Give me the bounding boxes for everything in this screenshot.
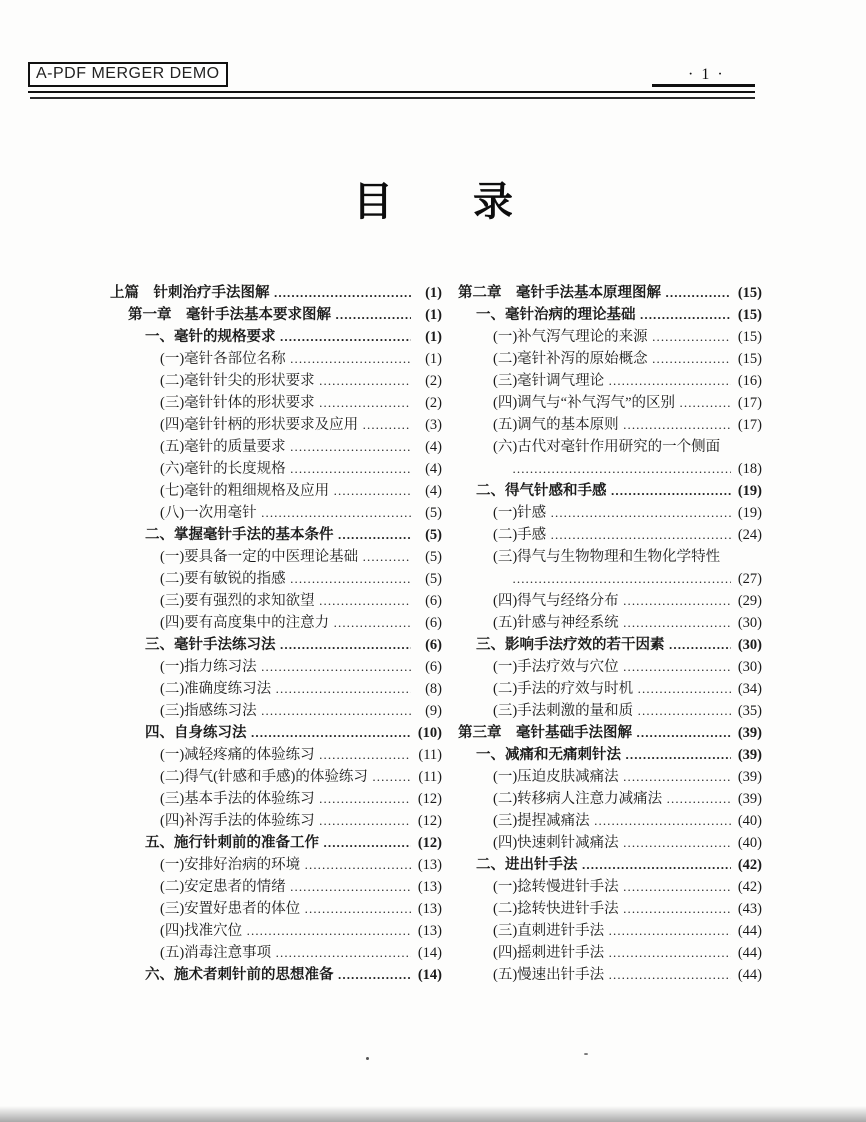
- toc-entry: [458, 480, 762, 502]
- toc-entry: [458, 942, 762, 964]
- toc-page-number: (4): [425, 461, 442, 477]
- toc-page-number: (18): [737, 461, 762, 477]
- toc-leader-dots: [550, 524, 731, 546]
- toc-leader-dots: [669, 634, 732, 656]
- toc-entry: [458, 568, 762, 590]
- toc-entry-text: (四)要有高度集中的注意力: [160, 615, 330, 631]
- toc-leader-dots: [319, 392, 411, 414]
- toc-entry: [110, 326, 442, 348]
- toc-entry-text: (一)补气泻气理论的来源: [493, 329, 648, 345]
- toc-entry-text: (一)减轻疼痛的体验练习: [160, 747, 315, 763]
- toc-entry-text: (六)毫针的长度规格: [160, 461, 286, 477]
- toc-entry-text: 六、施术者刺针前的思想准备: [145, 967, 334, 983]
- toc-entry: [110, 568, 442, 590]
- toc-leader-dots: [319, 370, 411, 392]
- toc-entry-text: (三)提捏减痛法: [493, 813, 590, 829]
- toc-entry-text: (一)毫针各部位名称: [160, 351, 286, 367]
- toc-entry: [458, 524, 762, 546]
- toc-page-number: (27): [737, 571, 762, 587]
- toc-entry: [110, 546, 442, 568]
- toc-page-number: (42): [737, 857, 762, 873]
- toc-page-number: (30): [737, 659, 762, 675]
- toc-entry-text: (三)手法刺激的量和质: [493, 703, 634, 719]
- toc-entry-text: 第三章 毫针基础手法图解: [458, 725, 632, 741]
- header-rule-top: [28, 91, 755, 93]
- toc-entry: [110, 656, 442, 678]
- toc-entry-text: 第一章 毫针手法基本要求图解: [128, 307, 331, 323]
- toc-leader-dots: [665, 282, 731, 304]
- toc-page-number: (13): [417, 901, 442, 917]
- toc-entry: [458, 370, 762, 392]
- toc-entry: [110, 854, 442, 876]
- toc-entry-text: 二、掌握毫针手法的基本条件: [145, 527, 334, 543]
- scan-speck: [366, 1057, 369, 1060]
- toc-entry-text: 五、施行针刺前的准备工作: [145, 835, 319, 851]
- toc-leader-dots: [280, 634, 412, 656]
- toc-entry: [110, 414, 442, 436]
- toc-column-left: [110, 282, 442, 986]
- watermark-box: [28, 62, 228, 87]
- toc-page-number: (1): [425, 285, 442, 301]
- toc-leader-dots: [290, 348, 411, 370]
- toc-entry: [458, 722, 762, 744]
- toc-page-number: (6): [425, 593, 442, 609]
- toc-page-number: (5): [425, 527, 442, 543]
- toc-entry: [110, 832, 442, 854]
- toc-entry-text: (一)捻转慢进针手法: [493, 879, 619, 895]
- toc-page-number: (15): [737, 351, 762, 367]
- toc-page-number: (2): [425, 373, 442, 389]
- toc-page-number: (44): [737, 923, 762, 939]
- toc-entry: [458, 810, 762, 832]
- toc-page-number: (8): [425, 681, 442, 697]
- toc-entry: [458, 634, 762, 656]
- toc-entry: [110, 766, 442, 788]
- toc-leader-dots: [582, 854, 732, 876]
- toc-page-number: (2): [425, 395, 442, 411]
- toc-leader-dots: [608, 942, 731, 964]
- toc-page-number: (1): [425, 351, 442, 367]
- toc-page-number: (5): [425, 549, 442, 565]
- toc-entry-text: (四)摇刺进针手法: [493, 945, 605, 961]
- toc-leader-dots: [290, 568, 411, 590]
- toc-entry-text: 第二章 毫针手法基本原理图解: [458, 285, 661, 301]
- toc-entry-text: (五)针感与神经系统: [493, 615, 619, 631]
- toc-entry: [110, 920, 442, 942]
- toc-leader-dots: [623, 414, 731, 436]
- toc-leader-dots: [623, 766, 731, 788]
- toc-entry-text: (二)得气(针感和手感)的体验练习: [160, 769, 368, 785]
- toc-entry-text: 一、减痛和无痛刺针法: [476, 747, 621, 763]
- toc-entry: [110, 392, 442, 414]
- toc-entry: [458, 898, 762, 920]
- toc-entry-text: 二、进出针手法: [476, 857, 578, 873]
- toc-leader-dots: [275, 678, 411, 700]
- toc-entry-text: (一)压迫皮肤减痛法: [493, 769, 619, 785]
- toc-entry-text: (四)得气与经络分布: [493, 593, 619, 609]
- toc-entry: [458, 678, 762, 700]
- toc-leader-dots: [623, 898, 731, 920]
- toc-leader-dots: [637, 678, 731, 700]
- toc-page-number: (16): [737, 373, 762, 389]
- toc-leader-dots: [608, 964, 731, 986]
- toc-entry-text: (五)毫针的质量要求: [160, 439, 286, 455]
- toc-entry-text: (七)毫针的粗细规格及应用: [160, 483, 330, 499]
- toc-leader-dots: [290, 458, 411, 480]
- toc-leader-dots: [261, 700, 411, 722]
- toc-leader-dots: [261, 502, 411, 524]
- toc-entry-text: 一、毫针治病的理论基础: [476, 307, 636, 323]
- toc-leader-dots: [275, 942, 411, 964]
- toc-entry-text: (一)手法疗效与穴位: [493, 659, 619, 675]
- toc-page-number: (24): [737, 527, 762, 543]
- toc-leader-dots: [640, 304, 732, 326]
- toc-entry: [110, 370, 442, 392]
- toc-entry-text: 上篇 针刺治疗手法图解: [110, 285, 270, 301]
- toc-page-number: (12): [417, 813, 442, 829]
- toc-entry: [110, 524, 442, 546]
- toc-page-number: (6): [425, 659, 442, 675]
- toc-entry: [110, 502, 442, 524]
- toc-page-number: (17): [737, 395, 762, 411]
- toc-entry-text: (四)快速刺针减痛法: [493, 835, 619, 851]
- toc-leader-dots: [512, 568, 731, 590]
- toc-page-number: (6): [425, 637, 442, 653]
- watermark-text: A-PDF MERGER DEMO: [36, 65, 220, 82]
- toc-leader-dots: [625, 744, 731, 766]
- toc-entry: [110, 810, 442, 832]
- toc-page-number: (39): [737, 725, 762, 741]
- toc-page-number: (12): [417, 835, 442, 851]
- toc-page-number: (30): [737, 615, 762, 631]
- toc-leader-dots: [333, 480, 411, 502]
- toc-leader-dots: [623, 590, 731, 612]
- toc-leader-dots: [550, 502, 731, 524]
- toc-leader-dots: [637, 700, 731, 722]
- toc-page-number: (44): [737, 967, 762, 983]
- toc-entry: [458, 392, 762, 414]
- toc-entry: [458, 348, 762, 370]
- toc-entry: [458, 964, 762, 986]
- toc-leader-dots: [304, 854, 411, 876]
- toc-leader-dots: [338, 964, 412, 986]
- toc-page-number: (5): [425, 505, 442, 521]
- toc-entry-text: 三、毫针手法练习法: [145, 637, 276, 653]
- toc-leader-dots: [304, 898, 411, 920]
- page-title: 目 录: [353, 179, 513, 224]
- toc-page-number: (17): [737, 417, 762, 433]
- toc-page-number: (6): [425, 615, 442, 631]
- toc-entry-text: (三)基本手法的体验练习: [160, 791, 315, 807]
- toc-entry: [110, 304, 442, 326]
- toc-leader-dots: [652, 348, 731, 370]
- toc-entry-text: (三)得气与生物物理和生物化学特性: [493, 549, 721, 565]
- toc-entry-text: (二)准确度练习法: [160, 681, 272, 697]
- toc-page-number: (39): [737, 791, 762, 807]
- toc-leader-dots: [611, 480, 732, 502]
- toc-entry-text: 二、得气针感和手感: [476, 483, 607, 499]
- toc-leader-dots: [319, 744, 411, 766]
- toc-leader-dots: [274, 282, 412, 304]
- toc-entry-text: (二)转移病人注意力减痛法: [493, 791, 663, 807]
- toc-entry: [110, 700, 442, 722]
- toc-entry: [110, 964, 442, 986]
- toc-entry: [110, 942, 442, 964]
- toc-entry: [110, 612, 442, 634]
- toc-entry: [110, 898, 442, 920]
- toc-entry: [110, 458, 442, 480]
- toc-entry-text: (五)慢速出针手法: [493, 967, 605, 983]
- toc-entry-text: 四、自身练习法: [145, 725, 247, 741]
- toc-page-number: (15): [737, 329, 762, 345]
- toc-entry: [458, 546, 762, 568]
- toc-page-number: (39): [737, 769, 762, 785]
- toc-leader-dots: [280, 326, 412, 348]
- toc-column-right: [458, 282, 762, 986]
- toc-entry: [110, 722, 442, 744]
- toc-page-number: (39): [737, 747, 762, 763]
- toc-entry: [458, 436, 762, 458]
- toc-entry-text: (二)手感: [493, 527, 547, 543]
- toc-leader-dots: [319, 810, 411, 832]
- toc-entry: [110, 876, 442, 898]
- toc-page-number: (15): [737, 307, 762, 323]
- page-number-marker: · 1 ·: [688, 66, 725, 83]
- toc-entry-text: (五)消毒注意事项: [160, 945, 272, 961]
- toc-page-number: (40): [737, 835, 762, 851]
- toc-leader-dots: [333, 612, 411, 634]
- toc-page-number: (5): [425, 571, 442, 587]
- toc-entry: [458, 766, 762, 788]
- toc-entry: [110, 348, 442, 370]
- toc-entry: [458, 304, 762, 326]
- toc-entry: [458, 854, 762, 876]
- toc-entry: [110, 282, 442, 304]
- toc-page-number: (34): [737, 681, 762, 697]
- toc-page-number: (44): [737, 945, 762, 961]
- toc-page-number: (30): [737, 637, 762, 653]
- toc-entry: [458, 612, 762, 634]
- scan-speck: [584, 1053, 588, 1055]
- header-rule-short: [652, 84, 755, 87]
- toc-leader-dots: [319, 788, 411, 810]
- toc-leader-dots: [623, 656, 731, 678]
- toc-leader-dots: [362, 414, 411, 436]
- toc-entry: [110, 678, 442, 700]
- toc-leader-dots: [338, 524, 412, 546]
- toc-entry-text: (四)调气与“补气泻气”的区别: [493, 395, 676, 411]
- toc-entry-text: (三)毫针调气理论: [493, 373, 605, 389]
- toc-entry-text: (二)毫针补泻的原始概念: [493, 351, 648, 367]
- toc-page-number: (15): [737, 285, 762, 301]
- toc-page-number: (14): [417, 967, 442, 983]
- toc-columns: [110, 282, 762, 986]
- toc-page-number: (19): [737, 483, 762, 499]
- toc-entry-text: (三)要有强烈的求知欲望: [160, 593, 315, 609]
- toc-entry: [458, 326, 762, 348]
- toc-entry-text: (二)毫针针尖的形状要求: [160, 373, 315, 389]
- toc-entry: [458, 788, 762, 810]
- toc-entry: [110, 788, 442, 810]
- toc-entry: [110, 480, 442, 502]
- toc-entry-text: (二)手法的疗效与时机: [493, 681, 634, 697]
- header-rule-bottom: [30, 97, 755, 99]
- scan-edge-shadow: [0, 1106, 866, 1122]
- toc-entry: [458, 414, 762, 436]
- toc-leader-dots: [594, 810, 731, 832]
- toc-page-number: (13): [417, 857, 442, 873]
- toc-entry-text: 一、毫针的规格要求: [145, 329, 276, 345]
- toc-entry: [110, 436, 442, 458]
- toc-entry: [110, 590, 442, 612]
- toc-page-number: (4): [425, 483, 442, 499]
- toc-entry: [458, 832, 762, 854]
- toc-page-number: (3): [425, 417, 442, 433]
- toc-entry-text: (一)要具备一定的中医理论基础: [160, 549, 359, 565]
- toc-page-number: (14): [417, 945, 442, 961]
- toc-page-number: (29): [737, 593, 762, 609]
- toc-entry: [458, 876, 762, 898]
- toc-leader-dots: [623, 832, 731, 854]
- toc-entry: [458, 700, 762, 722]
- toc-entry-text: (二)安定患者的情绪: [160, 879, 286, 895]
- toc-entry-text: (三)安置好患者的体位: [160, 901, 301, 917]
- toc-entry-text: (三)毫针针体的形状要求: [160, 395, 315, 411]
- toc-page-number: (35): [737, 703, 762, 719]
- toc-page-number: (43): [737, 901, 762, 917]
- toc-leader-dots: [636, 722, 731, 744]
- toc-page-number: (19): [737, 505, 762, 521]
- toc-entry-text: (五)调气的基本原则: [493, 417, 619, 433]
- toc-entry-text: (一)安排好治病的环境: [160, 857, 301, 873]
- toc-entry-text: (四)毫针针柄的形状要求及应用: [160, 417, 359, 433]
- toc-entry-text: (一)指力练习法: [160, 659, 257, 675]
- toc-entry: [110, 634, 442, 656]
- toc-page-number: (13): [417, 923, 442, 939]
- toc-leader-dots: [608, 920, 731, 942]
- toc-entry-text: (一)针感: [493, 505, 547, 521]
- toc-leader-dots: [679, 392, 731, 414]
- toc-leader-dots: [362, 546, 411, 568]
- toc-entry-text: (三)直刺进针手法: [493, 923, 605, 939]
- toc-leader-dots: [666, 788, 731, 810]
- toc-entry: [458, 656, 762, 678]
- toc-entry-text: (三)指感练习法: [160, 703, 257, 719]
- toc-entry-text: (八)一次用毫针: [160, 505, 257, 521]
- toc-entry-text: 三、影响手法疗效的若干因素: [476, 637, 665, 653]
- toc-leader-dots: [323, 832, 411, 854]
- toc-leader-dots: [512, 458, 731, 480]
- toc-entry: [110, 744, 442, 766]
- toc-entry-text: (四)补泻手法的体验练习: [160, 813, 315, 829]
- toc-entry: [458, 920, 762, 942]
- toc-entry-text: (二)要有敏锐的指感: [160, 571, 286, 587]
- toc-leader-dots: [608, 370, 731, 392]
- toc-leader-dots: [623, 876, 731, 898]
- toc-entry-text: (四)找准穴位: [160, 923, 243, 939]
- toc-entry: [458, 590, 762, 612]
- toc-page-number: (1): [425, 329, 442, 345]
- toc-leader-dots: [261, 656, 411, 678]
- toc-leader-dots: [372, 766, 411, 788]
- toc-page-number: (4): [425, 439, 442, 455]
- toc-leader-dots: [623, 612, 731, 634]
- toc-page-number: (9): [425, 703, 442, 719]
- toc-leader-dots: [290, 436, 411, 458]
- toc-entry-text: (二)捻转快进针手法: [493, 901, 619, 917]
- toc-page-number: (1): [425, 307, 442, 323]
- toc-entry: [458, 744, 762, 766]
- toc-page-number: (42): [737, 879, 762, 895]
- toc-page-number: (12): [417, 791, 442, 807]
- toc-page-number: (13): [417, 879, 442, 895]
- toc-page-number: (11): [418, 769, 442, 785]
- toc-page-number: (11): [418, 747, 442, 763]
- toc-leader-dots: [319, 590, 411, 612]
- toc-entry: [458, 458, 762, 480]
- toc-leader-dots: [652, 326, 731, 348]
- toc-leader-dots: [335, 304, 411, 326]
- toc-entry: [458, 502, 762, 524]
- toc-entry-text: (六)古代对毫针作用研究的一个侧面: [493, 439, 721, 455]
- toc-leader-dots: [251, 722, 412, 744]
- toc-leader-dots: [246, 920, 411, 942]
- toc-entry: [458, 282, 762, 304]
- toc-page-number: (10): [417, 725, 442, 741]
- toc-page-number: (40): [737, 813, 762, 829]
- toc-leader-dots: [290, 876, 411, 898]
